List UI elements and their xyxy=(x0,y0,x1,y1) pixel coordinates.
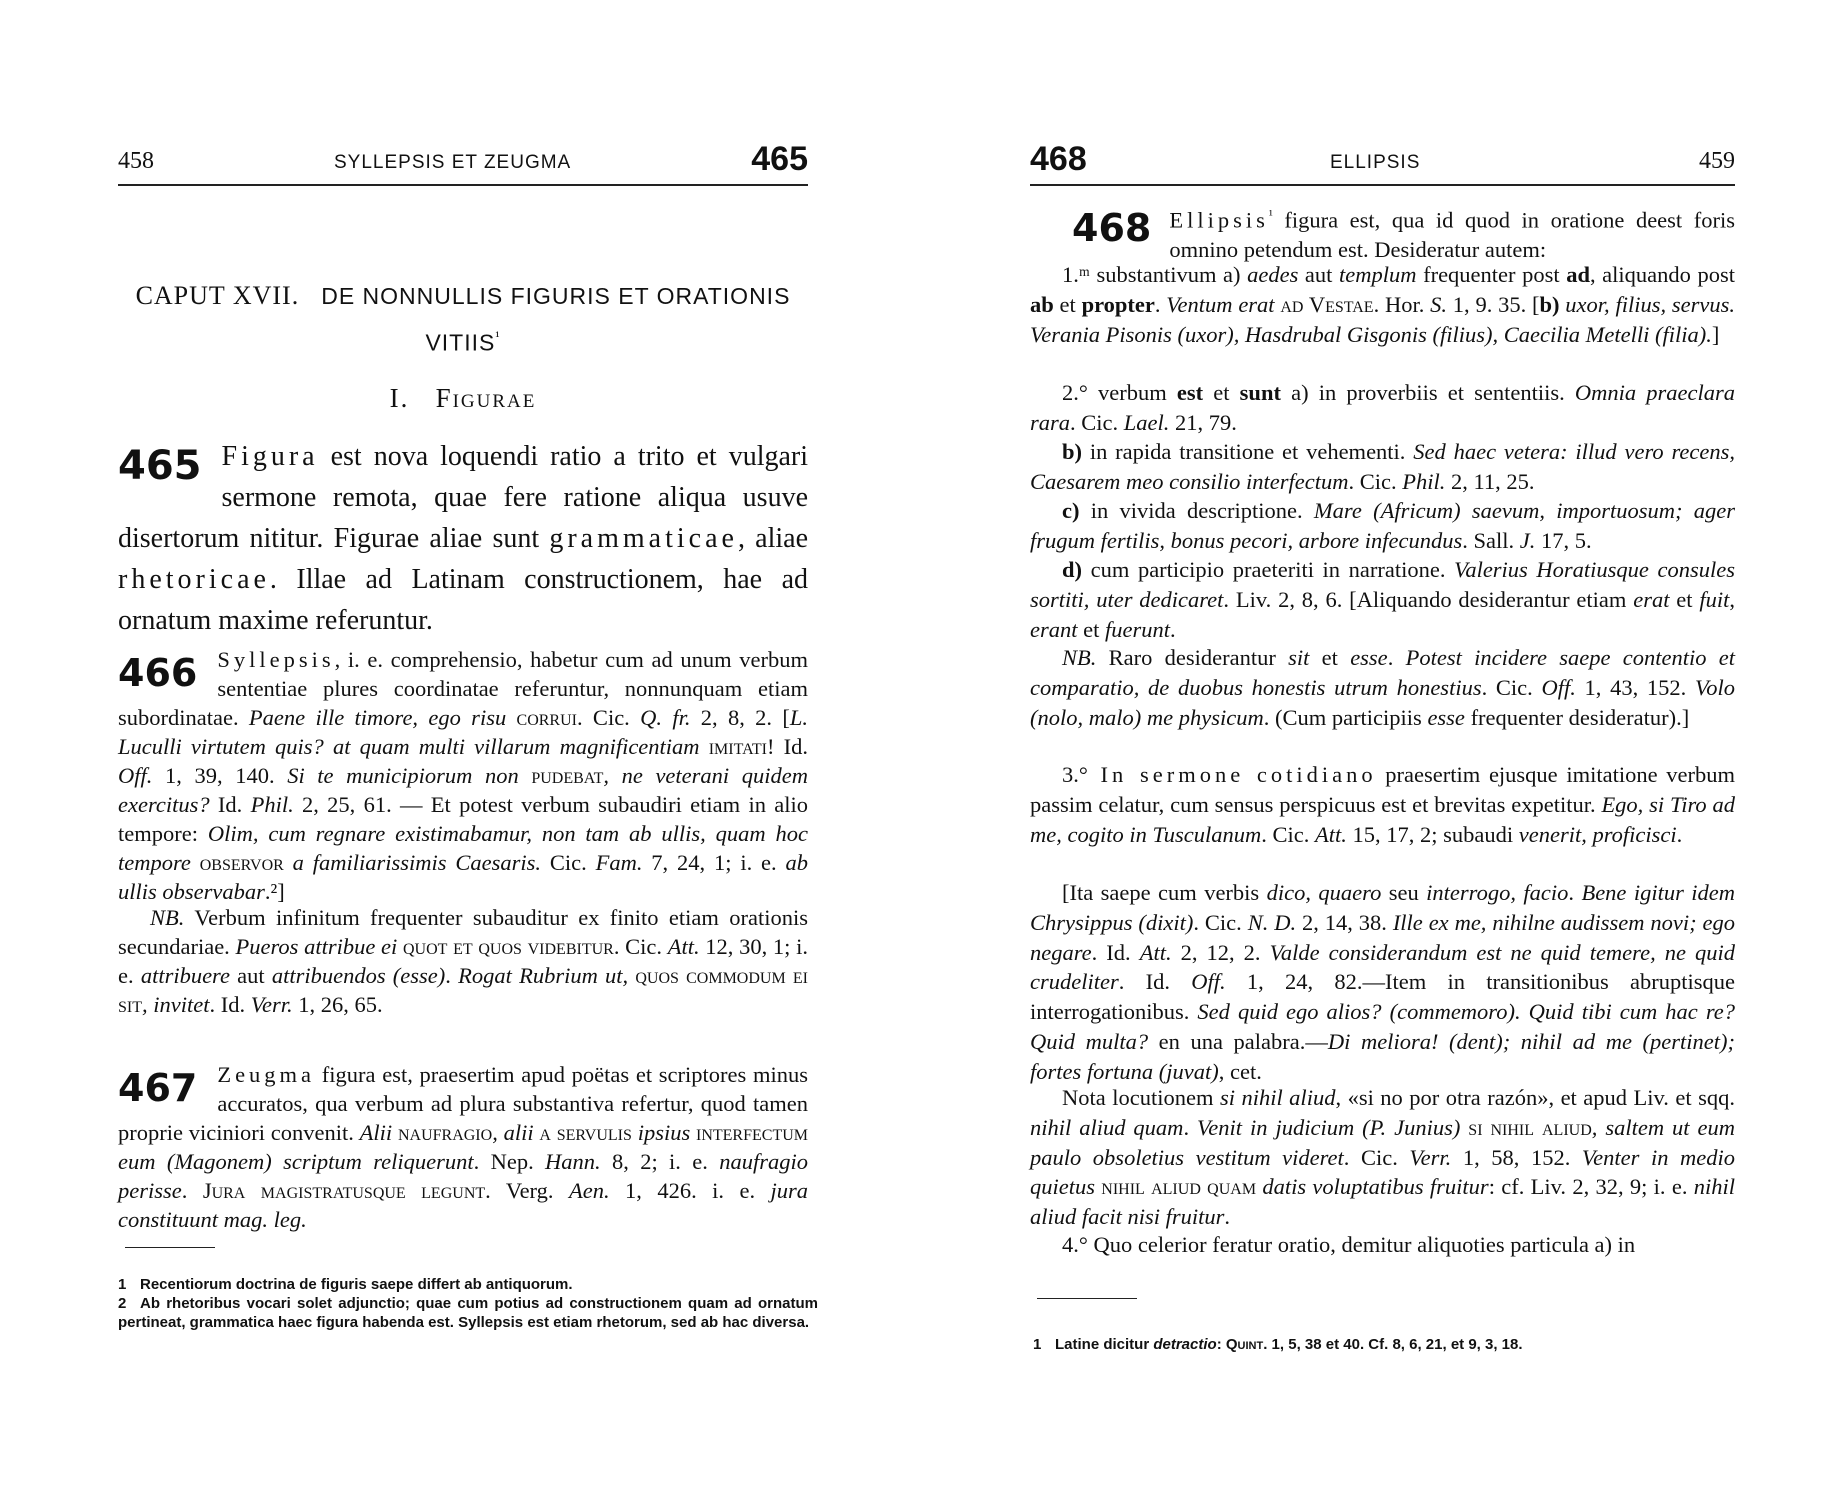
footnote-rule xyxy=(1037,1298,1137,1299)
section-text: , i. e. comprehensio, habetur cum ad unum verbum sententiae plures coordinatae referuntur, nonnunquam etiam subordinatae. xyxy=(118,647,808,730)
emphasis: quot et quos videbitur xyxy=(397,934,614,959)
emphasis: observor xyxy=(190,850,284,875)
example: Valerius Horatiusque consules sortiti, uter dedicaret xyxy=(1030,557,1735,612)
section-text: . Liv. 2, 8, 6. [Aliquando desiderantur etiam xyxy=(1223,586,1634,612)
chapter-heading xyxy=(118,275,808,364)
chapter-prefix: CAPUT XVII. xyxy=(135,281,300,310)
section-text: 2, 11, 25. xyxy=(1445,468,1535,494)
example: Ventum erat xyxy=(1166,291,1275,317)
section-text: 1, 24, 82.—Item in transitionibus abruptisque interrogationibus. xyxy=(1030,969,1735,1025)
example: naufragio perisse xyxy=(118,1149,808,1203)
example: fuerunt xyxy=(1105,616,1170,642)
section-text: figura est, praesertim apud poëtas et scriptores minus accuratos, qua verbum ad plura substantiva refertur, quod tamen proprie viciniori convenit. xyxy=(118,1062,808,1145)
footnote-text: Recentiorum doctrina de figuris saepe differt ab antiquorum. xyxy=(140,1276,573,1293)
emphasis: interfectum xyxy=(690,1120,809,1145)
emphasis: pudebat xyxy=(518,763,604,788)
reference: S. xyxy=(1430,291,1448,317)
nb-label: NB. xyxy=(1062,645,1097,670)
section-text: . Hor. xyxy=(1373,291,1431,317)
term: grammaticae xyxy=(549,523,738,554)
example: attribuendos (esse) xyxy=(271,963,446,988)
example: Venit in judicium (P. Junius) xyxy=(1197,1114,1461,1140)
reference: N. D. xyxy=(1247,909,1297,935)
section-text: . (Cum participiis xyxy=(1263,704,1428,730)
section-text: . xyxy=(1568,880,1582,905)
footnote xyxy=(118,1294,818,1332)
reference: Verr. xyxy=(250,992,293,1017)
reference: Att. xyxy=(1315,821,1347,847)
section-466 xyxy=(118,645,808,906)
section-text: 1, 39, 140. xyxy=(152,763,288,788)
section-text: [Ita saepe cum verbis xyxy=(1062,880,1267,905)
reference: Phil. xyxy=(250,792,294,817)
section-text: en una palabra.— xyxy=(1148,1028,1328,1054)
section-text: et xyxy=(1309,645,1351,670)
footnote-rule xyxy=(125,1247,215,1248)
section-467 xyxy=(118,1060,808,1234)
reference: Phil. xyxy=(1402,468,1446,494)
subheading xyxy=(118,383,808,414)
section-468 xyxy=(1030,200,1735,265)
section-text: et xyxy=(1053,291,1082,317)
emphasis: Jura magistratusque xyxy=(202,1178,406,1203)
section-text: et xyxy=(1203,380,1240,405)
section-text: . Id. xyxy=(209,992,251,1017)
subheading-word: Figurae xyxy=(435,383,537,413)
section-text: 1, 426. i. e. xyxy=(609,1178,771,1203)
subheading-numeral: I. xyxy=(389,383,410,413)
example: Bene igitur idem Chrysippus (dixit) xyxy=(1030,880,1736,935)
section-text: 2, 25, 61. — Et potest verbum subaudiri etiam in alio tempore: xyxy=(118,792,808,846)
example: erat xyxy=(1633,586,1670,612)
example: attribuere xyxy=(140,963,230,988)
example: Omnia praeclara rara xyxy=(1030,380,1735,435)
emphasis: legunt xyxy=(405,1178,486,1203)
example: si nihil aliud xyxy=(1219,1085,1336,1110)
footnote-text: . 1, 5, 38 et 40. Cf. 8, 6, 21, et 9, 3, 18. xyxy=(1263,1336,1523,1353)
emphasis: nihil aliud quam xyxy=(1095,1174,1257,1200)
section-text: Quo celerior feratur oratio, demitur aliquoties particula a) in xyxy=(1087,1232,1636,1257)
section-number: 466 xyxy=(118,651,198,695)
example: L. Luculli virtutem quis? at quam multi villarum magnificentiam xyxy=(118,705,809,759)
section-text: . Sall. xyxy=(1462,527,1520,553)
keyword: propter xyxy=(1081,291,1155,317)
section-text: 21, 79. xyxy=(1169,409,1237,435)
section-text: 15, 17, 2; subaudi xyxy=(1346,821,1519,847)
item-2 xyxy=(1030,378,1735,438)
example: ab ullis observabar xyxy=(118,850,809,904)
keyword: ab xyxy=(1030,291,1054,317)
example: Olim, cum regnare existimabamur, non tam ab ullis, quam hoc tempore xyxy=(118,821,808,875)
section-text: aut xyxy=(229,963,272,988)
example: , alii xyxy=(492,1120,534,1145)
section-text: 1, 58, 152. xyxy=(1451,1144,1582,1170)
reference: Q. fr. xyxy=(640,705,691,730)
section-text: praesertim ejusque imitatione verbum passim celatur, cum sensus perspicuus est et brevitas expetitur. xyxy=(1030,762,1735,817)
item-3 xyxy=(1030,760,1735,849)
section-text: . Illae ad Latinam constructionem, hae ad ornatum maxime referuntur. xyxy=(118,564,808,636)
reference: Off. xyxy=(118,763,153,788)
section-text: . Cic. xyxy=(613,934,668,959)
section-text: , aliae xyxy=(737,523,808,554)
running-head-left xyxy=(118,140,808,186)
example: datis voluptatibus fruitur xyxy=(1256,1174,1489,1200)
emphasis: si nihil aliud xyxy=(1460,1114,1592,1140)
section-text: 2, 14, 38. xyxy=(1296,909,1393,935)
section-text: . Cic. xyxy=(1070,409,1124,435)
emphasis: a servulis xyxy=(533,1120,632,1145)
section-text: . Cic. xyxy=(1261,821,1315,847)
item-2b xyxy=(1030,437,1735,497)
example: sit xyxy=(1288,645,1310,670)
section-text: , «si no por otra razón», et apud Liv. et sqq. xyxy=(1335,1085,1736,1110)
item-marker: c) xyxy=(1062,498,1080,523)
section-text: . xyxy=(1224,1204,1231,1230)
example: Paene ille timore, ego risu xyxy=(248,705,507,730)
item-4 xyxy=(1030,1230,1735,1260)
note-466 xyxy=(118,903,808,1019)
section-text: . Id. xyxy=(1091,939,1140,965)
example: uxor, filius, servus. Verania Pisonis (uxor), Hasdrubal Gisgonis (filius), Caecilia Metelli (filia). xyxy=(1030,291,1735,347)
example: , invitet xyxy=(142,992,210,1017)
section-text: . Verg. xyxy=(485,1178,569,1203)
footnote-text: Ab rhetoribus vocari solet adjunctio; quae cum potius ad constructionem quam ad ornatum pertineat, grammatica haec figura habenda est. Syllepsis est etiam rhetorum, sed ab hac diversa. xyxy=(118,1295,818,1331)
section-text: . xyxy=(1183,1114,1198,1140)
example: , saltem ut eum paulo obsoletius vestitum videret xyxy=(1030,1114,1736,1170)
item-marker: 1.ᵐ xyxy=(1062,262,1090,287)
section-text: Verbum infinitum frequenter subauditur ex finito etiam orationis secundariae. xyxy=(118,905,808,959)
running-head-right xyxy=(1030,140,1735,186)
keyword: est xyxy=(1176,380,1204,405)
example: Si te municipiorum non xyxy=(287,763,519,788)
reference: Hann. xyxy=(545,1149,601,1174)
item-3c xyxy=(1030,1083,1735,1232)
section-text: . Cic. xyxy=(1343,1144,1410,1170)
section-text: frequenter post xyxy=(1416,262,1567,287)
example: Ego, si Tiro ad me, cogito in Tusculanum xyxy=(1030,791,1735,847)
nb-label: NB. xyxy=(150,905,185,930)
reference: Fam. xyxy=(595,850,643,875)
item-marker: b) xyxy=(1062,439,1083,464)
header-section-number: 465 xyxy=(751,140,808,178)
footnote-text: Latine dicitur xyxy=(1055,1336,1154,1353)
section-text: . Cic. xyxy=(1481,674,1542,700)
page-number: 458 xyxy=(118,148,154,174)
section-text: . Id. xyxy=(1118,969,1192,995)
section-text: et xyxy=(1077,616,1105,642)
section-text: seu xyxy=(1381,880,1427,905)
section-text: , cet. xyxy=(1218,1058,1262,1084)
reference: Verr. xyxy=(1409,1144,1452,1170)
example: esse xyxy=(1427,704,1465,730)
section-text: est nova loquendi ratio a trito et vulgari sermone remota, quae fere ratione aliqua usuve disertorum nititur. Figurae aliae sunt xyxy=(118,441,808,554)
example: nihil aliud facit nisi fruitur xyxy=(1030,1174,1735,1230)
example: , ne veterani quidem exercitus? xyxy=(118,763,809,817)
section-text: frequenter desideratur).] xyxy=(1464,704,1690,730)
keyword: b) xyxy=(1539,291,1560,317)
section-text: . Cic. xyxy=(1193,909,1248,935)
term: In sermone cotidiano xyxy=(1087,762,1377,787)
section-text: Nota locutionem xyxy=(1062,1085,1220,1110)
item-marker: d) xyxy=(1062,557,1083,582)
section-text: . Cic. xyxy=(576,705,641,730)
term: Ellipsis xyxy=(1169,207,1269,233)
keyword: ad xyxy=(1566,262,1590,287)
term: rhetoricae xyxy=(118,564,270,595)
section-text: aut xyxy=(1298,262,1339,287)
item-2-note xyxy=(1030,643,1735,732)
reference: J. xyxy=(1519,527,1536,553)
section-text: . xyxy=(1170,616,1176,642)
keyword: sunt xyxy=(1239,380,1281,405)
example: fuit xyxy=(1699,586,1730,612)
example: esse xyxy=(1350,645,1388,670)
section-text: . xyxy=(1387,645,1406,670)
item-marker: 4.° xyxy=(1062,1232,1088,1257)
item-marker: 3.° xyxy=(1062,762,1088,787)
section-text: . xyxy=(1676,821,1683,847)
page-number: 459 xyxy=(1699,148,1735,174)
footnotes-left xyxy=(118,1275,818,1332)
example: jura constituunt mag. leg. xyxy=(118,1178,809,1232)
right-page xyxy=(915,0,1830,1500)
footnote-text: : xyxy=(1216,1336,1226,1353)
header-section-number: 468 xyxy=(1030,140,1087,178)
emphasis: Quint xyxy=(1225,1336,1264,1353)
reference: Off. xyxy=(1541,674,1576,700)
example: erant xyxy=(1030,616,1078,642)
section-text: cum participio praeteriti in narratione. xyxy=(1082,557,1455,582)
section-text: Raro desiderantur xyxy=(1096,645,1289,670)
example: Volo (nolo, malo) me physicum xyxy=(1030,674,1736,730)
section-text: substantivum a) xyxy=(1089,262,1248,287)
footnote-mark: 1 xyxy=(1033,1336,1042,1353)
section-number: 465 xyxy=(118,443,202,489)
example: eum (Magonem) scriptum reliquerunt xyxy=(118,1149,474,1174)
example: venerit, proficisci xyxy=(1518,821,1677,847)
term: Zeugma xyxy=(217,1062,316,1087)
item-marker: 2.° xyxy=(1062,380,1088,405)
footnote xyxy=(118,1275,818,1294)
section-text: in rapida transitione et vehementi. xyxy=(1082,439,1414,464)
running-title: SYLLEPSIS ET ZEUGMA xyxy=(334,152,572,173)
example: a familiarissimis Caesaris. xyxy=(283,850,542,875)
example: Di meliora! (dent); nihil ad me (pertinet); fortes fortuna (juvat) xyxy=(1030,1028,1735,1084)
section-text: 1, 26, 65. xyxy=(292,992,383,1017)
section-text: 2, 12, 2. xyxy=(1171,939,1270,965)
section-text: Id. xyxy=(209,792,251,817)
example: nihil aliud quam xyxy=(1030,1114,1184,1140)
example: Rogat Rubrium ut, xyxy=(458,963,629,988)
section-text: a) in proverbiis et sententiis. xyxy=(1280,380,1575,405)
section-text: . xyxy=(1154,291,1167,317)
chapter-title: DE NONNULLIS FIGURIS ET ORATIONIS VITIIS xyxy=(321,283,791,356)
example: Ille ex me, nihilne audissem novi; ego negare xyxy=(1030,909,1735,965)
section-text: 8, 2; i. e. xyxy=(600,1149,720,1174)
section-text: ! Id. xyxy=(766,734,808,759)
example: Pueros attribue ei xyxy=(235,934,398,959)
section-text: .²] xyxy=(264,879,285,904)
section-text: figura est, qua id quod in oratione deest foris omnino petendum est. Desideratur autem: xyxy=(1169,207,1735,263)
reference: Aen. xyxy=(568,1178,610,1203)
reference: Off. xyxy=(1191,969,1226,995)
emphasis: ad Vestae xyxy=(1274,291,1374,317)
section-text: , xyxy=(1729,586,1735,612)
section-text: . Cic. xyxy=(1348,468,1403,494)
example: Potest incidere saepe contentio et comparatio, de duobus honestis utrum honestius xyxy=(1030,645,1735,700)
footnote-mark: 1 xyxy=(118,1276,127,1293)
section-text: . Nep. xyxy=(473,1149,546,1174)
item-2c xyxy=(1030,496,1735,556)
term: Syllepsis xyxy=(217,647,335,672)
section-text: ] xyxy=(1711,321,1720,347)
chapter-footnote-mark: ¹ xyxy=(495,330,501,345)
section-number: 467 xyxy=(118,1066,198,1110)
section-text: in vivida descriptione. xyxy=(1079,498,1314,523)
section-text: Cic. xyxy=(541,850,596,875)
section-text: 7, 24, 1; i. e. xyxy=(642,850,786,875)
section-text: 12, 30, 1; i. e. xyxy=(118,934,808,988)
example: Sed quid ego alios? (commemoro). Quid tibi cum hac re? Quid multa? xyxy=(1030,999,1735,1054)
item-2d xyxy=(1030,555,1735,644)
example: interrogo, facio xyxy=(1426,880,1569,905)
section-text: 2, 8, 2. [ xyxy=(690,705,790,730)
reference: Att. xyxy=(667,934,700,959)
section-text: 17, 5. xyxy=(1535,527,1592,553)
example: aedes xyxy=(1247,262,1299,287)
section-text: verbum xyxy=(1087,380,1177,405)
section-text: . xyxy=(445,963,459,988)
item-3b xyxy=(1030,878,1735,1087)
emphasis: imitati xyxy=(699,734,767,759)
example: Mare (Africum) saevum, importuosum; ager frugum fertilis, bonus pecori, arbore infecundus xyxy=(1030,498,1735,553)
section-text: 1, 9. 35. [ xyxy=(1447,291,1540,317)
emphasis: quos commodum ei sit xyxy=(118,963,808,1017)
term: Figura xyxy=(221,441,319,472)
section-text: , aliquando post xyxy=(1589,262,1735,287)
emphasis: corrui xyxy=(506,705,577,730)
section-text: : cf. Liv. 2, 32, 9; i. e. xyxy=(1488,1174,1694,1200)
example: Sed haec vetera: illud vero recens, Caesarem meo consilio interfectum xyxy=(1030,439,1735,494)
item-1 xyxy=(1030,260,1735,349)
emphasis: naufragio xyxy=(392,1120,493,1145)
example: Alii xyxy=(359,1120,393,1145)
section-465 xyxy=(118,436,808,641)
section-text: . xyxy=(181,1178,203,1203)
example: detractio xyxy=(1153,1336,1217,1353)
reference: Lael. xyxy=(1123,409,1170,435)
section-number: 468 xyxy=(1072,206,1152,250)
footnote-mark: 2 xyxy=(118,1295,127,1312)
footnote-right xyxy=(1033,1335,1733,1354)
footnote-mark: ¹ xyxy=(1268,207,1273,222)
section-text: et xyxy=(1669,586,1700,612)
example: Venter in medio quietus xyxy=(1030,1144,1736,1200)
reference: Att. xyxy=(1139,939,1172,965)
running-title: ELLIPSIS xyxy=(1330,152,1421,173)
example: Valde considerandum est ne quid temere, ne quid crudeliter xyxy=(1030,939,1736,995)
section-text: 1, 43, 152. xyxy=(1575,674,1695,700)
example: ipsius xyxy=(631,1120,691,1145)
example: templum xyxy=(1339,262,1417,287)
example: dico, quaero xyxy=(1266,880,1382,905)
